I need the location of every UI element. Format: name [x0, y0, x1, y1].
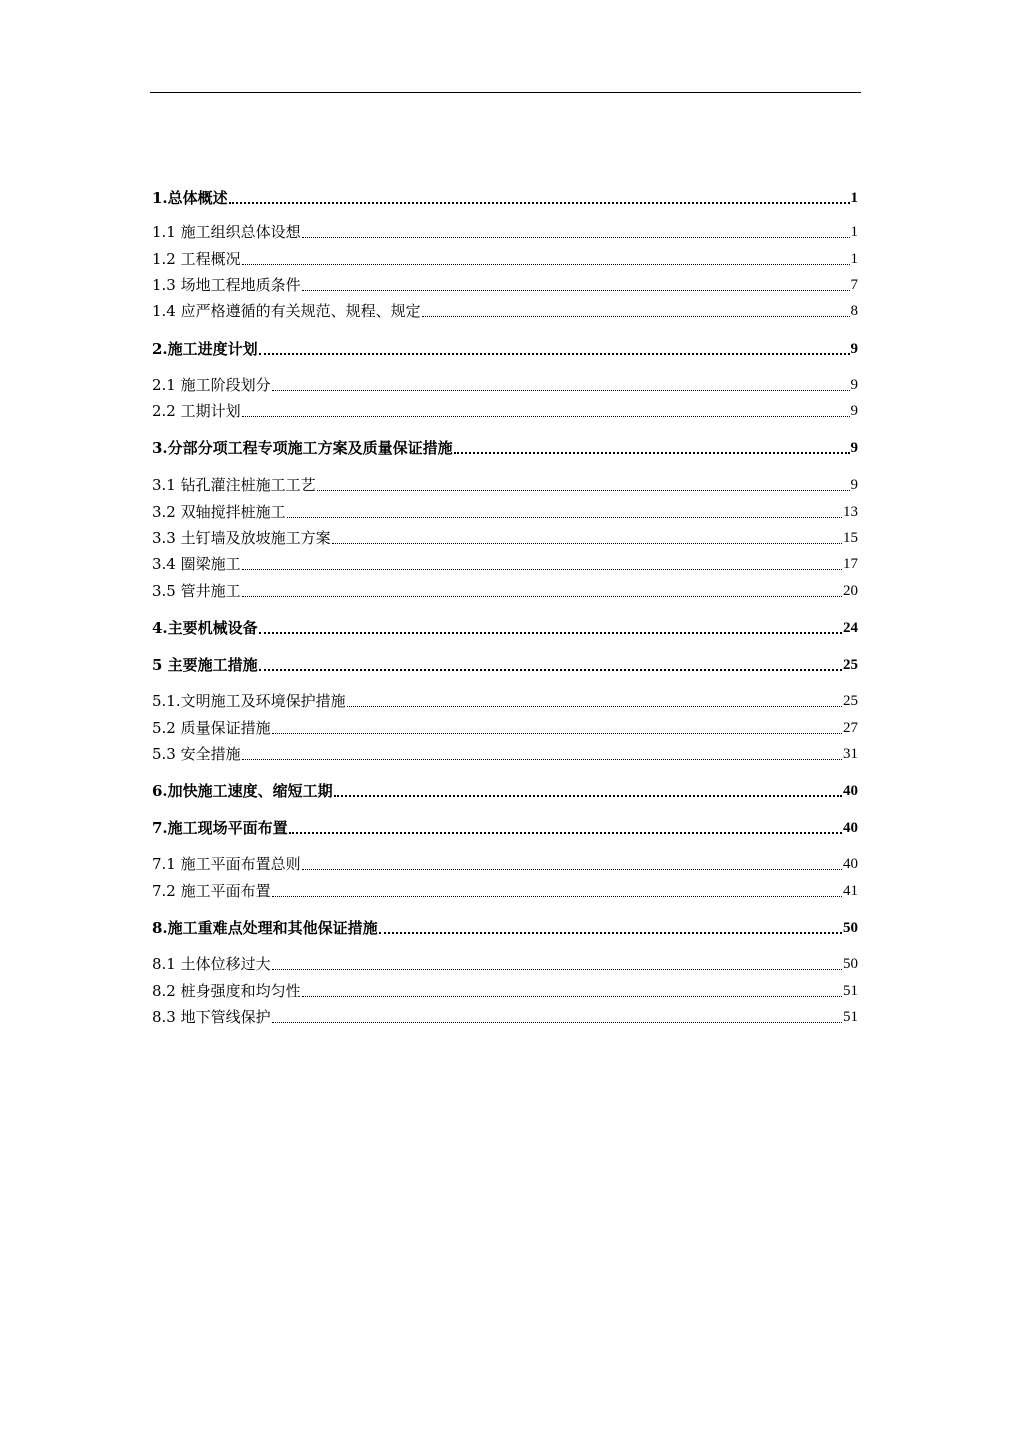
toc-dot-leader [302, 282, 850, 291]
toc-entry-3-1[interactable] [152, 468, 858, 494]
toc-entry-5-1[interactable] [152, 684, 858, 710]
toc-entry-1-1[interactable] [152, 215, 858, 241]
toc-entry-page: 31 [843, 746, 858, 762]
toc-entry-title: 3.分部分项工程专项施工方案及质量保证措施 [152, 439, 453, 457]
toc-entry-title: 8.施工重难点处理和其他保证措施 [152, 919, 378, 937]
toc-entry-title: 3.3 土钉墙及放坡施工方案 [152, 529, 331, 547]
toc-entry-1-3[interactable] [152, 268, 858, 294]
toc-entry-page: 9 [850, 440, 858, 456]
toc-dot-leader [242, 751, 842, 760]
toc-entry-2-1[interactable] [152, 368, 858, 394]
toc-dot-leader [317, 482, 850, 491]
toc-entry-page: 17 [843, 556, 858, 572]
toc-entry-page: 50 [843, 920, 858, 936]
toc-entry-page: 8 [850, 303, 858, 319]
toc-entry-page: 20 [843, 583, 858, 599]
toc-dot-leader [302, 988, 842, 997]
toc-entry-8-2[interactable] [152, 974, 858, 1000]
toc-dot-leader [272, 961, 842, 970]
toc-entry-page: 40 [843, 856, 858, 872]
toc-entry-8-3[interactable] [152, 1000, 858, 1026]
toc-entry-page: 7 [850, 277, 858, 293]
toc-entry-2-2[interactable] [152, 394, 858, 420]
toc-dot-leader [242, 256, 850, 265]
toc-dot-leader [242, 561, 842, 570]
toc-dot-leader [272, 725, 842, 734]
toc-entry-3-4[interactable] [152, 547, 858, 573]
toc-dot-leader [242, 408, 850, 417]
toc-dot-leader [379, 924, 842, 934]
toc-entry-page: 27 [843, 720, 858, 736]
table-of-contents [152, 0, 858, 1100]
toc-entry-title: 5.3 安全措施 [152, 745, 241, 763]
toc-entry-title: 1.3 场地工程地质条件 [152, 276, 301, 294]
toc-entry-title: 2.2 工期计划 [152, 402, 241, 420]
toc-entry-5[interactable] [152, 648, 858, 674]
toc-entry-title: 3.5 管井施工 [152, 582, 241, 600]
toc-entry-page: 50 [843, 956, 858, 972]
toc-entry-page: 24 [843, 620, 858, 636]
toc-dot-leader [272, 382, 850, 391]
toc-dot-leader [454, 444, 850, 454]
toc-entry-title: 1.2 工程概况 [152, 250, 241, 268]
toc-dot-leader [302, 861, 842, 870]
toc-dot-leader [259, 345, 850, 355]
toc-entry-title: 3.1 钻孔灌注桩施工工艺 [152, 476, 316, 494]
toc-entry-3-3[interactable] [152, 521, 858, 547]
toc-entry-page: 1 [850, 190, 858, 206]
toc-entry-title: 3.2 双轴搅拌桩施工 [152, 503, 286, 521]
toc-dot-leader [229, 194, 850, 204]
toc-entry-7-2[interactable] [152, 874, 858, 900]
toc-entry-page: 9 [850, 403, 858, 419]
toc-entry-page: 9 [850, 377, 858, 393]
toc-dot-leader [302, 229, 850, 238]
toc-entry-title: 1.4 应严格遵循的有关规范、规程、规定 [152, 302, 421, 320]
toc-entry-title: 3.4 圈梁施工 [152, 555, 241, 573]
toc-entry-title: 8.3 地下管线保护 [152, 1008, 271, 1026]
toc-dot-leader [259, 624, 842, 634]
toc-entry-3[interactable] [152, 431, 858, 457]
toc-entry-3-2[interactable] [152, 495, 858, 521]
toc-entry-title: 4.主要机械设备 [152, 619, 258, 637]
toc-entry-page: 15 [843, 530, 858, 546]
toc-entry-page: 51 [843, 983, 858, 999]
toc-entry-1-2[interactable] [152, 242, 858, 268]
toc-entry-page: 1 [850, 224, 858, 240]
toc-entry-page: 40 [843, 783, 858, 799]
toc-entry-page: 41 [843, 883, 858, 899]
toc-entry-page: 1 [850, 251, 858, 267]
toc-entry-6[interactable] [152, 774, 858, 800]
toc-dot-leader [272, 1014, 842, 1023]
toc-entry-title: 5 主要施工措施 [152, 656, 258, 674]
toc-dot-leader [242, 588, 842, 597]
toc-entry-4[interactable] [152, 611, 858, 637]
toc-entry-page: 25 [843, 657, 858, 673]
toc-dot-leader [287, 509, 842, 518]
toc-dot-leader [334, 787, 842, 797]
toc-entry-title: 5.1.文明施工及环境保护措施 [152, 692, 346, 710]
toc-entry-title: 8.1 土体位移过大 [152, 955, 271, 973]
toc-dot-leader [332, 535, 842, 544]
toc-dot-leader [422, 308, 850, 317]
toc-entry-7-1[interactable] [152, 847, 858, 873]
toc-entry-title: 8.2 桩身强度和均匀性 [152, 982, 301, 1000]
toc-entry-3-5[interactable] [152, 574, 858, 600]
toc-dot-leader [347, 698, 842, 707]
toc-dot-leader [289, 824, 842, 834]
toc-entry-1-4[interactable] [152, 294, 858, 320]
toc-entry-title: 2.施工进度计划 [152, 340, 258, 358]
toc-entry-title: 5.2 质量保证措施 [152, 719, 271, 737]
toc-dot-leader [272, 888, 842, 897]
toc-entry-title: 6.加快施工速度、缩短工期 [152, 782, 333, 800]
toc-entry-title: 1.1 施工组织总体设想 [152, 223, 301, 241]
toc-entry-title: 7.施工现场平面布置 [152, 819, 288, 837]
toc-entry-page: 25 [843, 693, 858, 709]
toc-entry-5-2[interactable] [152, 711, 858, 737]
toc-entry-page: 13 [843, 504, 858, 520]
toc-entry-title: 2.1 施工阶段划分 [152, 376, 271, 394]
toc-entry-2[interactable] [152, 332, 858, 358]
toc-entry-page: 9 [850, 341, 858, 357]
toc-entry-page: 9 [850, 477, 858, 493]
toc-entry-page: 40 [843, 820, 858, 836]
toc-entry-title: 7.2 施工平面布置 [152, 882, 271, 900]
toc-entry-title: 7.1 施工平面布置总则 [152, 855, 301, 873]
toc-dot-leader [259, 661, 842, 671]
toc-entry-8-1[interactable] [152, 947, 858, 973]
toc-entry-1[interactable] [152, 181, 858, 207]
toc-entry-7[interactable] [152, 811, 858, 837]
toc-entry-8[interactable] [152, 911, 858, 937]
toc-entry-title: 1.总体概述 [152, 189, 228, 207]
toc-entry-page: 51 [843, 1009, 858, 1025]
toc-entry-5-3[interactable] [152, 737, 858, 763]
